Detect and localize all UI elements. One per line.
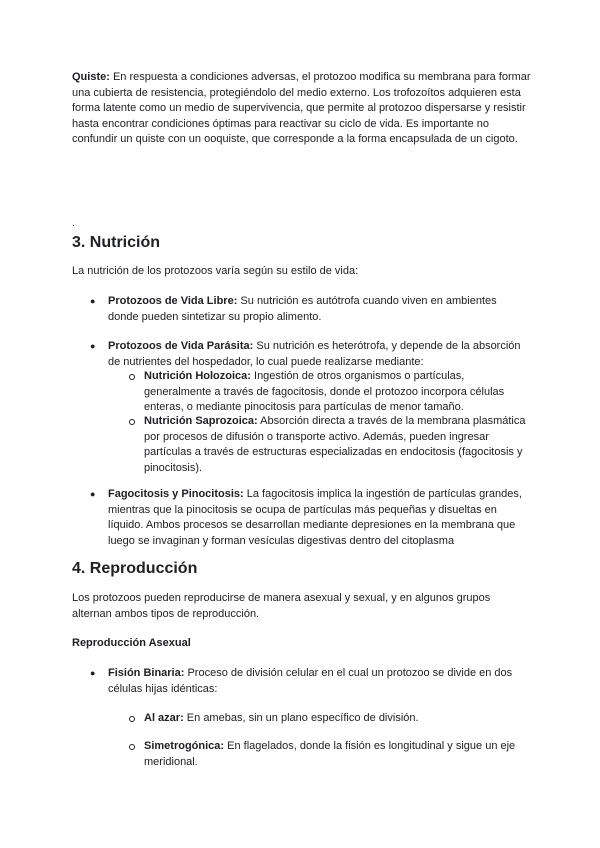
quiste-paragraph [72, 70, 532, 148]
al-azar-term: Al azar: [144, 712, 184, 724]
al-azar-text: En amebas, sin un plano específico de división. [183, 712, 419, 724]
bullet-marker: ● [90, 341, 96, 351]
sub-bullet-marker [129, 419, 135, 425]
vida-libre-term: Protozoos de Vida Libre: [108, 295, 238, 307]
bullet-marker: ● [90, 668, 96, 678]
list-item-fision-binaria [108, 666, 528, 697]
bullet-marker: ● [90, 296, 96, 306]
sub-bullet-marker [129, 744, 135, 750]
bullet-marker: ● [90, 489, 96, 499]
vida-parasita-text: Su nutrición es heterótrofa, y depende de la absorción de nutrientes del hospedador, lo cual puede realizarse mediante: [108, 340, 521, 368]
heading-nutricion: 3. Nutrición [72, 234, 161, 251]
sublist-item-al-azar [144, 711, 529, 727]
sublist-item-holozoica [144, 369, 529, 416]
holozoica-text: Ingestión de otros organismos o partículas, generalmente a través de fagocitosis, donde el protozoo incorpora células enteras, o mediante pinocitosis para partículas de menor tamaño. [144, 370, 505, 413]
list-item-vida-parasita [108, 339, 528, 370]
subheading-reproduccion-asexual: Reproducción Asexual [72, 637, 191, 649]
simetrogonica-text: En flagelados, donde la fisión es longitudinal y sigue un eje meridional. [144, 740, 516, 768]
fision-text: Proceso de división celular en el cual un protozoo se divide en dos células hijas idénticas: [108, 667, 513, 695]
saprozoica-text: Absorción directa a través de la membrana plasmática por procesos de difusión o transporte activo. Además, pueden ingresar partículas a través de estructuras especializadas en endocitosis (fagocitosis y pinocitosis). [144, 415, 526, 474]
quiste-text: En respuesta a condiciones adversas, el protozoo modifica su membrana para formar una cubierta de resistencia, protegiéndolo del medio externo. Los trofozoítos adquieren esta forma latente como un medio de supervivencia, que permite al protozoo dispersarse y resistir hasta encontrar condiciones óptimas para reactivar su ciclo de vida. Es importante no confundir un quiste con un ooquiste, que corresponde a la forma encapsulada de un cigoto. [72, 71, 531, 145]
sublist-item-saprozoica [144, 414, 529, 476]
sub-bullet-marker [129, 716, 135, 722]
nutricion-intro: La nutrición de los protozoos varía según su estilo de vida: [72, 265, 359, 277]
sub-bullet-marker [129, 374, 135, 380]
fagocitosis-term: Fagocitosis y Pinocitosis: [108, 488, 244, 500]
stray-dot: . [72, 217, 76, 229]
reproduccion-intro: Los protozoos pueden reproducirse de manera asexual y sexual, y en algunos grupos alternan ambos tipos de reproducción. [72, 592, 491, 620]
heading-reproduccion: 4. Reproducción [72, 560, 198, 577]
list-item-fagocitosis [108, 487, 528, 549]
vida-libre-text: Su nutrición es autótrofa cuando viven en ambientes donde pueden sintetizar su propio alimento. [108, 295, 497, 323]
saprozoica-term: Nutrición Saprozoica: [144, 415, 258, 427]
fagocitosis-text: La fagocitosis implica la ingestión de partículas grandes, mientras que la pinocitosis se ocupa de partículas más pequeñas y disueltas en líquido. Ambos procesos se desarrollan mediante depresiones en la membrana que luego se invaginan y forman vesículas digestivas dentro del citoplasma [108, 488, 522, 547]
list-item-vida-libre [108, 294, 528, 325]
vida-parasita-term: Protozoos de Vida Parásita: [108, 340, 254, 352]
fision-term: Fisión Binaria: [108, 667, 185, 679]
sublist-item-simetrogonica [144, 739, 529, 770]
simetrogonica-term: Simetrogónica: [144, 740, 225, 752]
quiste-term: Quiste: [72, 71, 110, 83]
holozoica-term: Nutrición Holozoica: [144, 370, 251, 382]
